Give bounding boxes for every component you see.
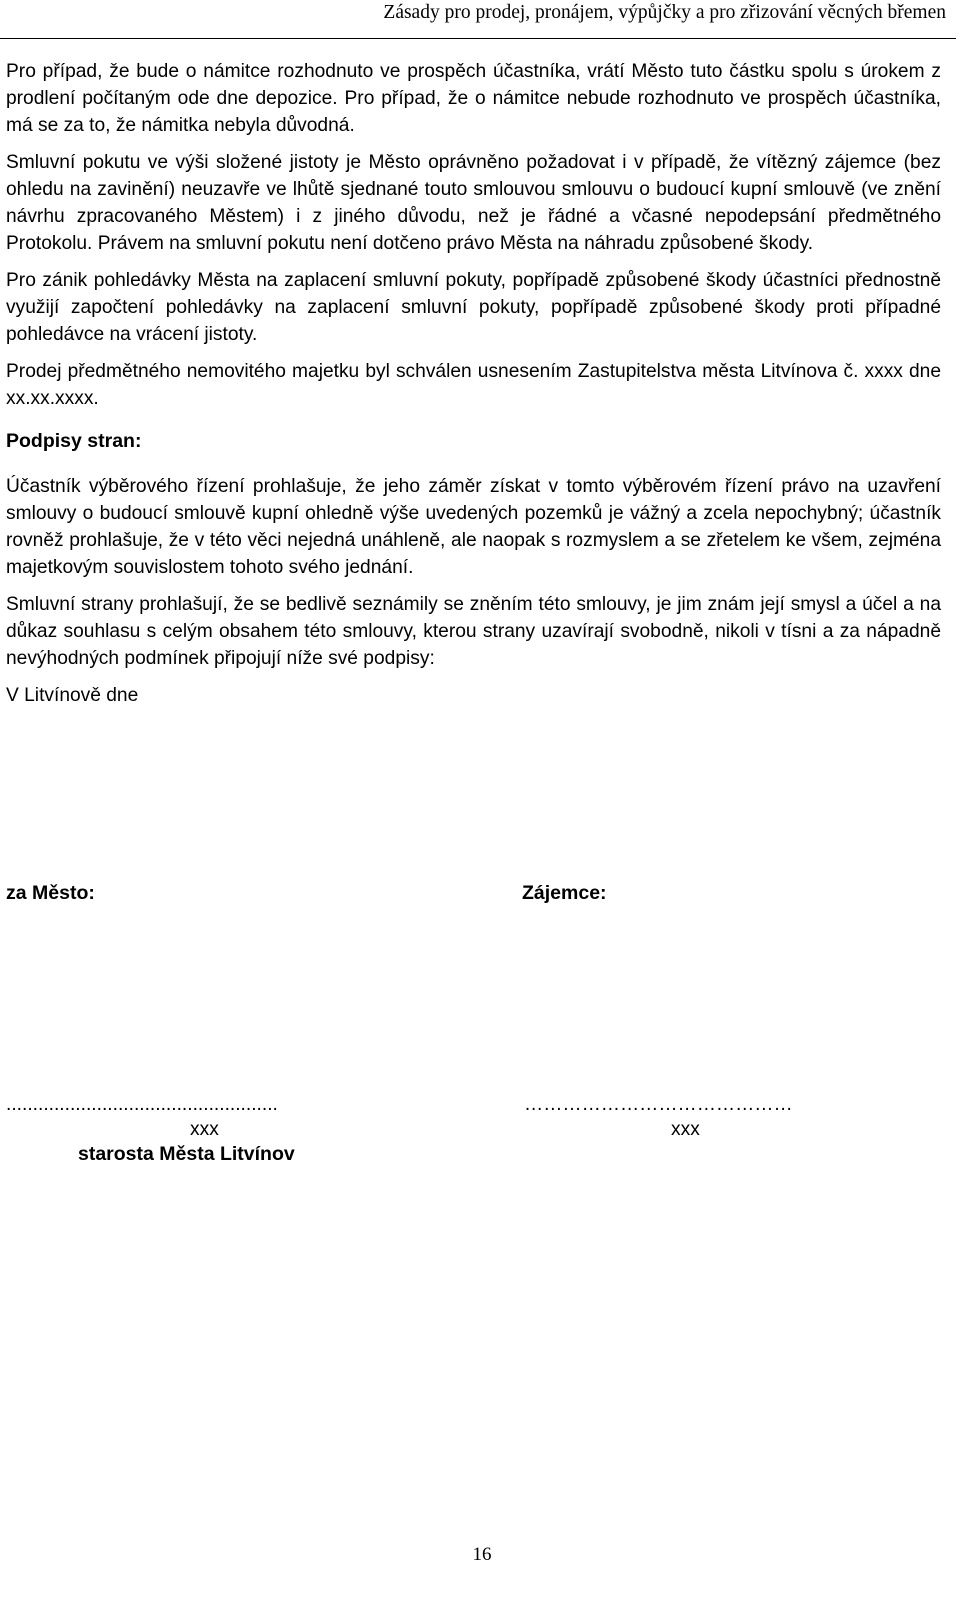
signature-left-role: starosta Města Litvínov [78,1143,295,1165]
paragraph-participant-declaration: Účastník výběrového řízení prohlašuje, že jeho záměr získat v tomto výběrovém řízení právo na uzavření smlouvy o budoucí smlouvě kupní ohledně výše uvedených pozemků je vážný a zcela nepochybný; účastník rovněž prohlašuje, že v této věci nejedná unáhleně, ale naopak s rozmyslem a se zřetelem ke všem, zejména majetkovým souvislostem tohoto svého jednání. [6,476,941,578]
signature-left-name: xxx [190,1119,219,1140]
header-divider [0,38,956,39]
document-body [6,58,941,709]
signature-left-title: za Město: [6,882,95,904]
signature-right-name: xxx [671,1119,700,1140]
place-date-line: V Litvínově dne [6,685,139,706]
document-header: Zásady pro prodej, pronájem, výpůjčky a pro zřizování věcných břemen [383,2,946,23]
paragraph-approval: Prodej předmětného nemovitého majetku byl schválen usnesením Zastupitelstva města Litvínova č. xxxx dne xx.xx.xxxx. [6,361,941,409]
signature-right-line: …………………………………… [524,1094,793,1115]
paragraph-penalty: Smluvní pokutu ve výši složené jistoty je Město oprávněno požadovat i v případě, že vítězný zájemce (bez ohledu na zavinění) neuzavře ve lhůtě sjednané touto smlouvou smlouvu o budoucí kupní smlouvě (ve znění návrhu zpracovaného Městem) i z jiného důvodu, než je řádné a včasné nepodepsání předmětného Protokolu. Právem na smluvní pokutu není dotčeno právo Města na náhradu způsobené škody. [6,152,941,254]
signatures-heading: Podpisy stran: [6,430,142,452]
signature-left-line: ................................................... [6,1094,278,1115]
page-number: 16 [472,1544,492,1565]
paragraph-set-off: Pro zánik pohledávky Města na zaplacení smluvní pokuty, popřípadě způsobené škody účastníci přednostně využijí započtení pohledávky na zaplacení smluvní pokuty, popřípadě způsobené škody proti případné pohledávce na vrácení jistoty. [6,270,941,345]
signature-right-title: Zájemce: [522,882,607,904]
paragraph-parties-declaration: Smluvní strany prohlašují, že se bedlivě seznámily se zněním této smlouvy, je jim znám její smysl a účel a na důkaz souhlasu s celým obsahem této smlouvy, kterou strany uzavírají svobodně, nikoli v tísni a za nápadně nevýhodných podmínek připojují níže své podpisy: [6,594,941,669]
paragraph-objection: Pro případ, že bude o námitce rozhodnuto ve prospěch účastníka, vrátí Město tuto částku spolu s úrokem z prodlení počítaným ode dne depozice. Pro případ, že o námitce nebude rozhodnuto ve prospěch účastníka, má se za to, že námitka nebyla důvodná. [6,61,941,136]
